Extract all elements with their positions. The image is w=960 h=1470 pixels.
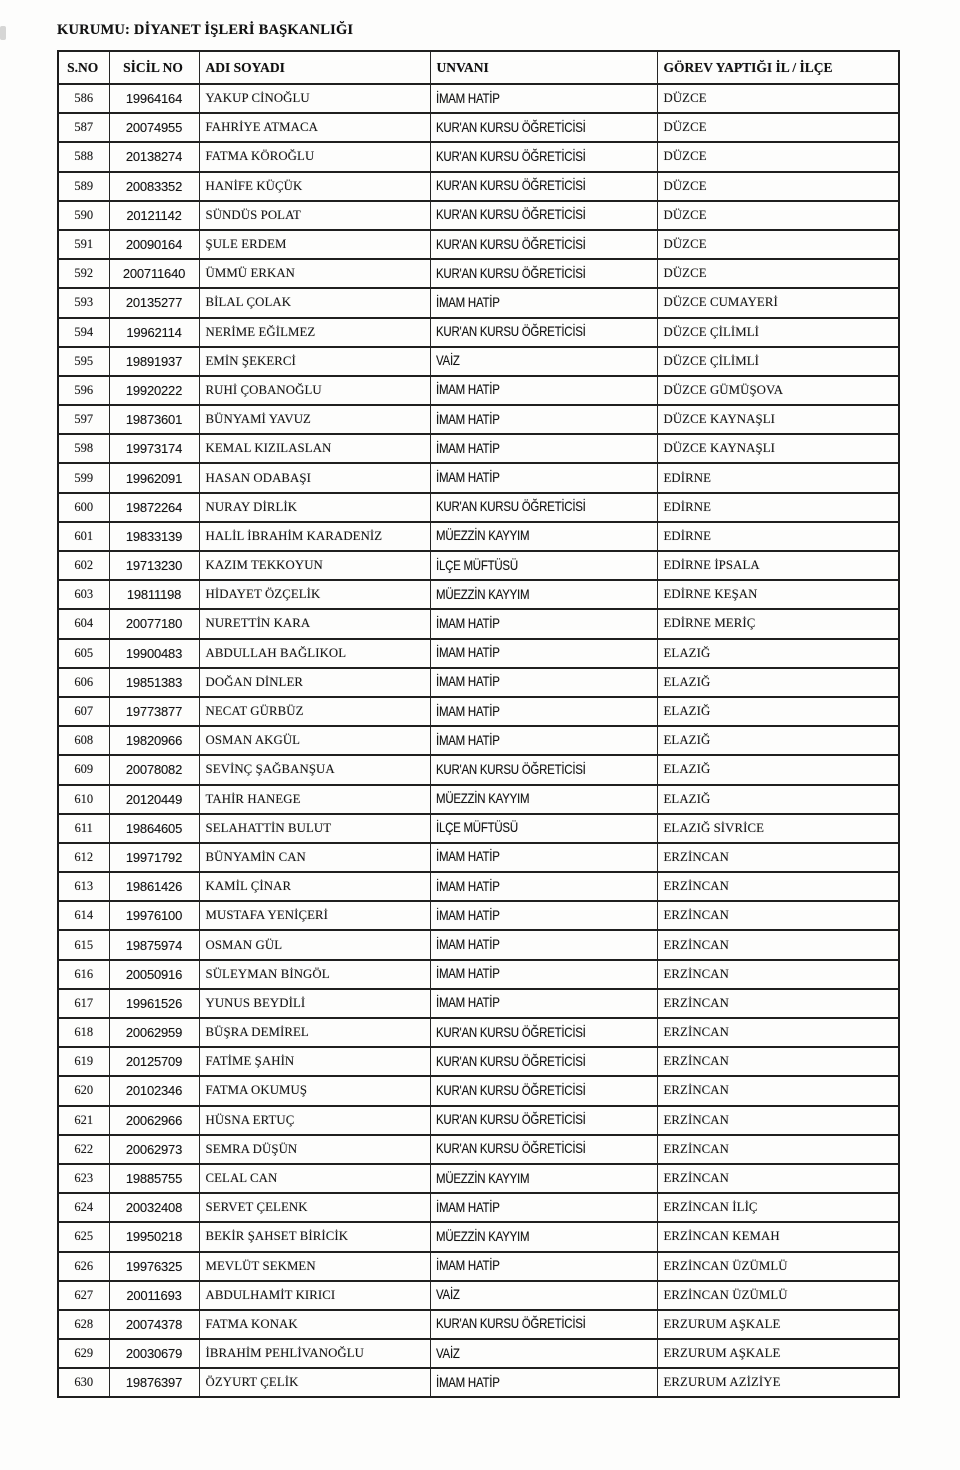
row-number-cell: 611 (58, 814, 109, 843)
registry-number-cell: 19851383 (109, 668, 199, 697)
row-number-cell: 607 (58, 697, 109, 726)
table-row (58, 1368, 899, 1397)
location-cell: EDİRNE (657, 522, 899, 551)
name-cell: MEVLÜT SEKMEN (199, 1252, 430, 1281)
table-row (58, 493, 899, 522)
registry-number-cell: 20120449 (109, 785, 199, 814)
table-row (58, 785, 899, 814)
table-row (58, 1018, 899, 1047)
registry-number-cell: 19713230 (109, 551, 199, 580)
location-cell: ERZİNCAN (657, 960, 899, 989)
registry-number-cell: 200711640 (109, 259, 199, 288)
location-cell: EDİRNE (657, 463, 899, 492)
row-number-cell: 616 (58, 960, 109, 989)
table-row (58, 609, 899, 638)
name-cell: ŞULE ERDEM (199, 230, 430, 259)
table-row (58, 288, 899, 317)
name-cell: ABDULLAH BAĞLIKOL (199, 639, 430, 668)
location-cell: ERZİNCAN (657, 1047, 899, 1076)
registry-number-cell: 19971792 (109, 843, 199, 872)
table-row (58, 668, 899, 697)
title-cell: KUR'AN KURSU ÖĞRETİCİSİ (430, 1310, 657, 1339)
row-number-cell: 606 (58, 668, 109, 697)
table-row (58, 113, 899, 142)
title-cell: KUR'AN KURSU ÖĞRETİCİSİ (430, 1018, 657, 1047)
title-cell: İMAM HATİP (430, 843, 657, 872)
row-number-cell: 597 (58, 405, 109, 434)
location-cell: ERZİNCAN (657, 1164, 899, 1193)
registry-number-cell: 19973174 (109, 434, 199, 463)
location-cell: DÜZCE (657, 259, 899, 288)
registry-number-cell: 20138274 (109, 142, 199, 171)
location-cell: ELAZIĞ (657, 668, 899, 697)
location-cell: ELAZIĞ (657, 639, 899, 668)
location-cell: ERZİNCAN (657, 843, 899, 872)
title-cell: KUR'AN KURSU ÖĞRETİCİSİ (430, 201, 657, 230)
location-cell: DÜZCE GÜMÜŞOVA (657, 376, 899, 405)
name-cell: FATMA KONAK (199, 1310, 430, 1339)
location-cell: DÜZCE KAYNAŞLI (657, 405, 899, 434)
row-number-cell: 587 (58, 113, 109, 142)
location-cell: EDİRNE MERİÇ (657, 609, 899, 638)
table-row (58, 1252, 899, 1281)
location-cell: ERZİNCAN ÜZÜMLÜ (657, 1252, 899, 1281)
name-cell: HÜSNA ERTUÇ (199, 1106, 430, 1135)
registry-number-cell: 19961526 (109, 989, 199, 1018)
table-row (58, 1339, 899, 1368)
row-number-cell: 605 (58, 639, 109, 668)
location-cell: DÜZCE ÇİLİMLİ (657, 347, 899, 376)
name-cell: FATİME ŞAHİN (199, 1047, 430, 1076)
location-cell: ERZİNCAN (657, 1135, 899, 1164)
name-cell: HALİL İBRAHİM KARADENİZ (199, 522, 430, 551)
row-number-cell: 604 (58, 609, 109, 638)
row-number-cell: 592 (58, 259, 109, 288)
title-cell: MÜEZZİN KAYYIM (430, 522, 657, 551)
name-cell: SÜNDÜS POLAT (199, 201, 430, 230)
title-cell: İMAM HATİP (430, 697, 657, 726)
registry-number-cell: 19976325 (109, 1252, 199, 1281)
location-cell: ERZİNCAN (657, 901, 899, 930)
row-number-cell: 594 (58, 318, 109, 347)
title-cell: VAİZ (430, 347, 657, 376)
name-cell: TAHİR HANEGE (199, 785, 430, 814)
title-cell: İMAM HATİP (430, 960, 657, 989)
column-header-sno: S.NO (58, 51, 109, 84)
name-cell: NERİME EĞİLMEZ (199, 318, 430, 347)
table-row (58, 1310, 899, 1339)
name-cell: YAKUP CİNOĞLU (199, 84, 430, 113)
title-cell: VAİZ (430, 1339, 657, 1368)
registry-number-cell: 20090164 (109, 230, 199, 259)
registry-number-cell: 20135277 (109, 288, 199, 317)
location-cell: ELAZIĞ (657, 697, 899, 726)
row-number-cell: 622 (58, 1135, 109, 1164)
column-header-title: UNVANI (430, 51, 657, 84)
table-row (58, 1047, 899, 1076)
location-cell: DÜZCE (657, 172, 899, 201)
location-cell: EDİRNE İPSALA (657, 551, 899, 580)
title-cell: İMAM HATİP (430, 405, 657, 434)
title-cell: MÜEZZİN KAYYIM (430, 580, 657, 609)
registry-number-cell: 20074955 (109, 113, 199, 142)
title-cell: MÜEZZİN KAYYIM (430, 1222, 657, 1251)
name-cell: EMİN ŞEKERCİ (199, 347, 430, 376)
name-cell: BÜŞRA DEMİREL (199, 1018, 430, 1047)
location-cell: ERZİNCAN KEMAH (657, 1222, 899, 1251)
registry-number-cell: 19964164 (109, 84, 199, 113)
row-number-cell: 603 (58, 580, 109, 609)
table-row (58, 1135, 899, 1164)
row-number-cell: 617 (58, 989, 109, 1018)
title-cell: İMAM HATİP (430, 609, 657, 638)
registry-number-cell: 20083352 (109, 172, 199, 201)
title-cell: MÜEZZİN KAYYIM (430, 785, 657, 814)
table-row (58, 843, 899, 872)
location-cell: EDİRNE KEŞAN (657, 580, 899, 609)
registry-number-cell: 19976100 (109, 901, 199, 930)
location-cell: ERZİNCAN (657, 1106, 899, 1135)
title-cell: İLÇE MÜFTÜSÜ (430, 551, 657, 580)
registry-number-cell: 19864605 (109, 814, 199, 843)
name-cell: HANİFE KÜÇÜK (199, 172, 430, 201)
registry-number-cell: 19950218 (109, 1222, 199, 1251)
row-number-cell: 586 (58, 84, 109, 113)
row-number-cell: 629 (58, 1339, 109, 1368)
location-cell: DÜZCE (657, 142, 899, 171)
row-number-cell: 590 (58, 201, 109, 230)
registry-number-cell: 19773877 (109, 697, 199, 726)
location-cell: ERZİNCAN (657, 872, 899, 901)
table-row (58, 814, 899, 843)
name-cell: FAHRİYE ATMACA (199, 113, 430, 142)
row-number-cell: 624 (58, 1193, 109, 1222)
row-number-cell: 613 (58, 872, 109, 901)
title-cell: KUR'AN KURSU ÖĞRETİCİSİ (430, 1135, 657, 1164)
location-cell: EDİRNE (657, 493, 899, 522)
name-cell: İBRAHİM PEHLİVANOĞLU (199, 1339, 430, 1368)
registry-number-cell: 20074378 (109, 1310, 199, 1339)
row-number-cell: 609 (58, 755, 109, 784)
name-cell: HİDAYET ÖZÇELİK (199, 580, 430, 609)
table-row (58, 755, 899, 784)
registry-number-cell: 20078082 (109, 755, 199, 784)
registry-number-cell: 19885755 (109, 1164, 199, 1193)
registry-number-cell: 20077180 (109, 609, 199, 638)
location-cell: ERZİNCAN ÜZÜMLÜ (657, 1281, 899, 1310)
name-cell: HASAN ODABAŞI (199, 463, 430, 492)
title-cell: KUR'AN KURSU ÖĞRETİCİSİ (430, 259, 657, 288)
row-number-cell: 619 (58, 1047, 109, 1076)
location-cell: ERZİNCAN (657, 1018, 899, 1047)
location-cell: ERZİNCAN İLİÇ (657, 1193, 899, 1222)
table-row (58, 201, 899, 230)
registry-number-cell: 20125709 (109, 1047, 199, 1076)
table-row (58, 522, 899, 551)
registry-number-cell: 19876397 (109, 1368, 199, 1397)
name-cell: SÜLEYMAN BİNGÖL (199, 960, 430, 989)
name-cell: YUNUS BEYDİLİ (199, 989, 430, 1018)
title-cell: KUR'AN KURSU ÖĞRETİCİSİ (430, 1106, 657, 1135)
table-body (58, 84, 899, 1397)
title-cell: İMAM HATİP (430, 726, 657, 755)
name-cell: BİLAL ÇOLAK (199, 288, 430, 317)
name-cell: KAZIM TEKKOYUN (199, 551, 430, 580)
registry-number-cell: 19962114 (109, 318, 199, 347)
title-cell: İMAM HATİP (430, 1193, 657, 1222)
name-cell: SELAHATTİN BULUT (199, 814, 430, 843)
row-number-cell: 628 (58, 1310, 109, 1339)
title-cell: İMAM HATİP (430, 668, 657, 697)
title-cell: KUR'AN KURSU ÖĞRETİCİSİ (430, 493, 657, 522)
row-number-cell: 596 (58, 376, 109, 405)
title-cell: İMAM HATİP (430, 434, 657, 463)
location-cell: ERZURUM AZİZİYE (657, 1368, 899, 1397)
table-row (58, 989, 899, 1018)
table-row (58, 1193, 899, 1222)
title-cell: İMAM HATİP (430, 1252, 657, 1281)
table-row (58, 142, 899, 171)
registry-number-cell: 19920222 (109, 376, 199, 405)
registry-number-cell: 20062966 (109, 1106, 199, 1135)
registry-number-cell: 20062973 (109, 1135, 199, 1164)
title-cell: MÜEZZİN KAYYIM (430, 1164, 657, 1193)
table-row (58, 639, 899, 668)
name-cell: BEKİR ŞAHSET BİRİCİK (199, 1222, 430, 1251)
name-cell: SEVİNÇ ŞAĞBANŞUA (199, 755, 430, 784)
location-cell: ELAZIĞ (657, 785, 899, 814)
name-cell: MUSTAFA YENİÇERİ (199, 901, 430, 930)
location-cell: ELAZIĞ (657, 755, 899, 784)
registry-number-cell: 19891937 (109, 347, 199, 376)
name-cell: SERVET ÇELENK (199, 1193, 430, 1222)
title-cell: İMAM HATİP (430, 1368, 657, 1397)
row-number-cell: 600 (58, 493, 109, 522)
registry-number-cell: 20050916 (109, 960, 199, 989)
table-row (58, 960, 899, 989)
table-row (58, 84, 899, 113)
name-cell: NURETTİN KARA (199, 609, 430, 638)
name-cell: SEMRA DÜŞÜN (199, 1135, 430, 1164)
name-cell: FATMA OKUMUŞ (199, 1076, 430, 1105)
row-number-cell: 618 (58, 1018, 109, 1047)
title-cell: KUR'AN KURSU ÖĞRETİCİSİ (430, 1076, 657, 1105)
table-row (58, 230, 899, 259)
row-number-cell: 625 (58, 1222, 109, 1251)
table-row (58, 930, 899, 959)
name-cell: DOĞAN DİNLER (199, 668, 430, 697)
title-cell: İMAM HATİP (430, 639, 657, 668)
row-number-cell: 602 (58, 551, 109, 580)
title-cell: KUR'AN KURSU ÖĞRETİCİSİ (430, 172, 657, 201)
registry-number-cell: 19811198 (109, 580, 199, 609)
location-cell: DÜZCE (657, 84, 899, 113)
title-cell: İMAM HATİP (430, 376, 657, 405)
name-cell: KEMAL KIZILASLAN (199, 434, 430, 463)
name-cell: CELAL CAN (199, 1164, 430, 1193)
row-number-cell: 615 (58, 930, 109, 959)
table-row (58, 551, 899, 580)
row-number-cell: 610 (58, 785, 109, 814)
table-row (58, 318, 899, 347)
location-cell: DÜZCE KAYNAŞLI (657, 434, 899, 463)
name-cell: NURAY DİRLİK (199, 493, 430, 522)
row-number-cell: 627 (58, 1281, 109, 1310)
row-number-cell: 612 (58, 843, 109, 872)
table-row (58, 697, 899, 726)
document-title: KURUMU: DİYANET İŞLERİ BAŞKANLIĞI (57, 22, 354, 38)
location-cell: DÜZCE CUMAYERİ (657, 288, 899, 317)
title-cell: İLÇE MÜFTÜSÜ (430, 814, 657, 843)
table-row (58, 463, 899, 492)
table-row (58, 1222, 899, 1251)
location-cell: ERZİNCAN (657, 989, 899, 1018)
location-cell: DÜZCE ÇİLİMLİ (657, 318, 899, 347)
registry-number-cell: 19833139 (109, 522, 199, 551)
name-cell: OSMAN AKGÜL (199, 726, 430, 755)
title-cell: İMAM HATİP (430, 84, 657, 113)
table-row (58, 259, 899, 288)
table-row (58, 872, 899, 901)
title-cell: KUR'AN KURSU ÖĞRETİCİSİ (430, 1047, 657, 1076)
table-row (58, 172, 899, 201)
title-cell: KUR'AN KURSU ÖĞRETİCİSİ (430, 113, 657, 142)
row-number-cell: 589 (58, 172, 109, 201)
title-cell: İMAM HATİP (430, 989, 657, 1018)
registry-number-cell: 20062959 (109, 1018, 199, 1047)
table-row (58, 1076, 899, 1105)
table-row (58, 1281, 899, 1310)
table-row (58, 726, 899, 755)
registry-number-cell: 20102346 (109, 1076, 199, 1105)
table-row (58, 580, 899, 609)
registry-number-cell: 19962091 (109, 463, 199, 492)
personnel-table (57, 50, 900, 1398)
title-cell: KUR'AN KURSU ÖĞRETİCİSİ (430, 318, 657, 347)
column-header-location: GÖREV YAPTIĞI İL / İLÇE (657, 51, 899, 84)
registry-number-cell: 20121142 (109, 201, 199, 230)
row-number-cell: 601 (58, 522, 109, 551)
registry-number-cell: 19873601 (109, 405, 199, 434)
location-cell: DÜZCE (657, 113, 899, 142)
name-cell: OSMAN GÜL (199, 930, 430, 959)
table-row (58, 901, 899, 930)
column-header-sicil: SİCİL NO (109, 51, 199, 84)
name-cell: KAMİL ÇİNAR (199, 872, 430, 901)
registry-number-cell: 20011693 (109, 1281, 199, 1310)
registry-number-cell: 19820966 (109, 726, 199, 755)
name-cell: BÜNYAMİN CAN (199, 843, 430, 872)
row-number-cell: 608 (58, 726, 109, 755)
title-cell: İMAM HATİP (430, 463, 657, 492)
title-cell: KUR'AN KURSU ÖĞRETİCİSİ (430, 230, 657, 259)
location-cell: ERZİNCAN (657, 1076, 899, 1105)
registry-number-cell: 20032408 (109, 1193, 199, 1222)
name-cell: FATMA KÖROĞLU (199, 142, 430, 171)
row-number-cell: 598 (58, 434, 109, 463)
row-number-cell: 591 (58, 230, 109, 259)
title-cell: VAİZ (430, 1281, 657, 1310)
title-cell: KUR'AN KURSU ÖĞRETİCİSİ (430, 142, 657, 171)
title-cell: İMAM HATİP (430, 930, 657, 959)
registry-number-cell: 19861426 (109, 872, 199, 901)
table-row (58, 1164, 899, 1193)
table-row (58, 347, 899, 376)
row-number-cell: 593 (58, 288, 109, 317)
name-cell: RUHİ ÇOBANOĞLU (199, 376, 430, 405)
row-number-cell: 599 (58, 463, 109, 492)
registry-number-cell: 19900483 (109, 639, 199, 668)
row-number-cell: 620 (58, 1076, 109, 1105)
row-number-cell: 623 (58, 1164, 109, 1193)
row-number-cell: 626 (58, 1252, 109, 1281)
registry-number-cell: 19872264 (109, 493, 199, 522)
registry-number-cell: 20030679 (109, 1339, 199, 1368)
name-cell: NECAT GÜRBÜZ (199, 697, 430, 726)
row-number-cell: 614 (58, 901, 109, 930)
table-row (58, 376, 899, 405)
column-header-name: ADI SOYADI (199, 51, 430, 84)
row-number-cell: 630 (58, 1368, 109, 1397)
title-cell: KUR'AN KURSU ÖĞRETİCİSİ (430, 755, 657, 784)
location-cell: ERZURUM AŞKALE (657, 1339, 899, 1368)
name-cell: ÖZYURT ÇELİK (199, 1368, 430, 1397)
location-cell: DÜZCE (657, 230, 899, 259)
location-cell: DÜZCE (657, 201, 899, 230)
table-row (58, 434, 899, 463)
location-cell: ERZİNCAN (657, 930, 899, 959)
table-row (58, 1106, 899, 1135)
scan-artifact (0, 26, 6, 40)
name-cell: ÜMMÜ ERKAN (199, 259, 430, 288)
title-cell: İMAM HATİP (430, 872, 657, 901)
location-cell: ELAZIĞ (657, 726, 899, 755)
location-cell: ELAZIĞ SİVRİCE (657, 814, 899, 843)
location-cell: ERZURUM AŞKALE (657, 1310, 899, 1339)
row-number-cell: 595 (58, 347, 109, 376)
row-number-cell: 621 (58, 1106, 109, 1135)
registry-number-cell: 19875974 (109, 930, 199, 959)
title-cell: İMAM HATİP (430, 901, 657, 930)
title-cell: İMAM HATİP (430, 288, 657, 317)
table-header (58, 51, 899, 84)
table-row (58, 405, 899, 434)
row-number-cell: 588 (58, 142, 109, 171)
name-cell: ABDULHAMİT KIRICI (199, 1281, 430, 1310)
name-cell: BÜNYAMİ YAVUZ (199, 405, 430, 434)
